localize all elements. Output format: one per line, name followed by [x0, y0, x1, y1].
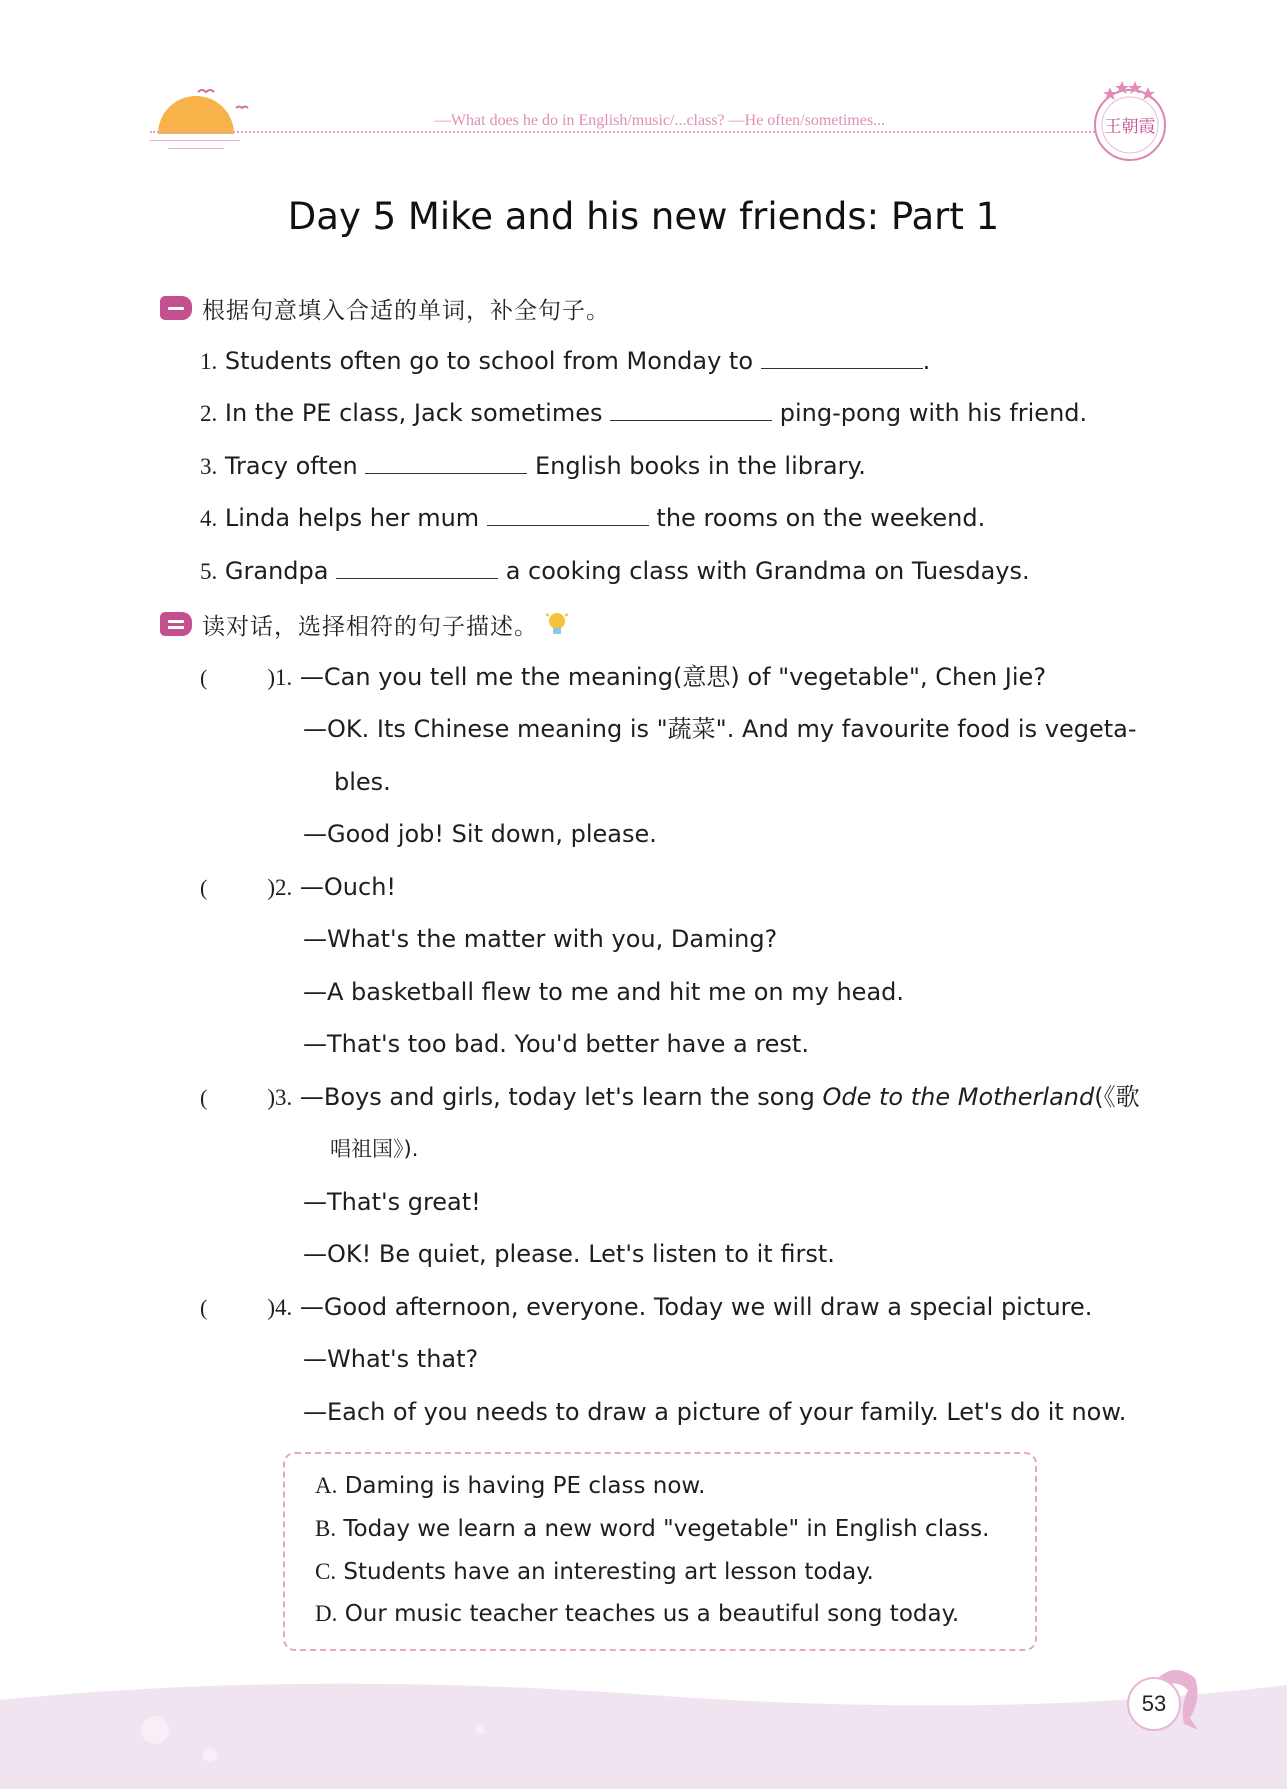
fill-item-3: 3. Tracy often English books in the library.	[200, 452, 866, 480]
option-b: B. Today we learn a new word "vegetable" in English class.	[315, 1516, 990, 1542]
dialogue-2-line: —A basketball flew to me and hit me on my head.	[303, 978, 905, 1006]
logo-text: 王朝霞	[1104, 117, 1156, 137]
bottom-wave	[0, 1660, 1287, 1789]
section-1-badge	[160, 296, 192, 320]
publisher-logo	[1085, 75, 1175, 167]
running-title: —What does he do in English/music/...class? —He often/sometimes...	[434, 112, 886, 129]
lightbulb-icon	[544, 610, 570, 638]
header-rule	[168, 148, 224, 149]
page-number: 53	[1127, 1677, 1181, 1731]
dialogue-1-line: bles.	[334, 768, 391, 796]
fill-item-1: 1. Students often go to school from Monday to .	[200, 347, 931, 375]
answer-paren-2[interactable]: (	[200, 875, 208, 900]
section-2-instruction: 读对话，选择相符的句子描述。	[202, 613, 538, 640]
answer-blank-1[interactable]	[761, 346, 923, 369]
header-dotted-line	[150, 131, 1095, 133]
dialogue-4-line: —Each of you needs to draw a picture of your family. Let's do it now.	[303, 1398, 1127, 1426]
dialogue-2-line: —That's too bad. You'd better have a rest.	[303, 1030, 809, 1058]
answer-blank-3[interactable]	[365, 451, 527, 474]
section-1-heading	[160, 293, 610, 323]
option-d: D. Our music teacher teaches us a beautiful song today.	[315, 1601, 960, 1627]
fill-item-4: 4. Linda helps her mum the rooms on the weekend.	[200, 504, 986, 532]
answer-paren-1[interactable]: (	[200, 665, 208, 690]
fill-item-5: 5. Grandpa a cooking class with Grandma on Tuesdays.	[200, 557, 1030, 585]
page-title: Day 5 Mike and his new friends: Part 1	[287, 195, 1000, 238]
dialogue-3-line: —OK! Be quiet, please. Let's listen to it first.	[303, 1240, 835, 1268]
dialogue-3: ( )3. —Boys and girls, today let's learn the song Ode to the Motherland(《歌	[200, 1083, 1140, 1111]
dialogue-4-line: —What's that?	[303, 1345, 479, 1373]
answer-blank-2[interactable]	[610, 398, 772, 421]
fill-item-2: 2. In the PE class, Jack sometimes ping-pong with his friend.	[200, 399, 1088, 427]
section-1-instruction: 根据句意填入合适的单词，补全句子。	[202, 297, 610, 324]
dialogue-4: ( )4. —Good afternoon, everyone. Today we will draw a special picture.	[200, 1293, 1093, 1321]
dialogue-3-line: 唱祖国》).	[330, 1137, 419, 1161]
option-a: A. Daming is having PE class now.	[315, 1473, 706, 1499]
answer-paren-4[interactable]: (	[200, 1295, 208, 1320]
answer-blank-4[interactable]	[487, 503, 649, 526]
dialogue-2-line: —What's the matter with you, Daming?	[303, 925, 778, 953]
section-2-heading	[160, 609, 570, 639]
section-2-badge	[160, 612, 192, 636]
header-rule	[150, 140, 240, 141]
dialogue-3-line: —That's great!	[303, 1188, 481, 1216]
dialogue-1-line: —Good job! Sit down, please.	[303, 820, 657, 848]
song-title: Ode to the Motherland	[822, 1083, 1095, 1111]
answer-blank-5[interactable]	[336, 556, 498, 579]
dialogue-1-line: —OK. Its Chinese meaning is "蔬菜". And my favourite food is vegeta-	[303, 715, 1137, 743]
option-c: C. Students have an interesting art lesson today.	[315, 1559, 874, 1585]
dialogue-1: ( )1. —Can you tell me the meaning(意思) of "vegetable", Chen Jie?	[200, 663, 1047, 691]
dialogue-2: ( )2. —Ouch!	[200, 873, 397, 901]
answer-paren-3[interactable]: (	[200, 1085, 208, 1110]
